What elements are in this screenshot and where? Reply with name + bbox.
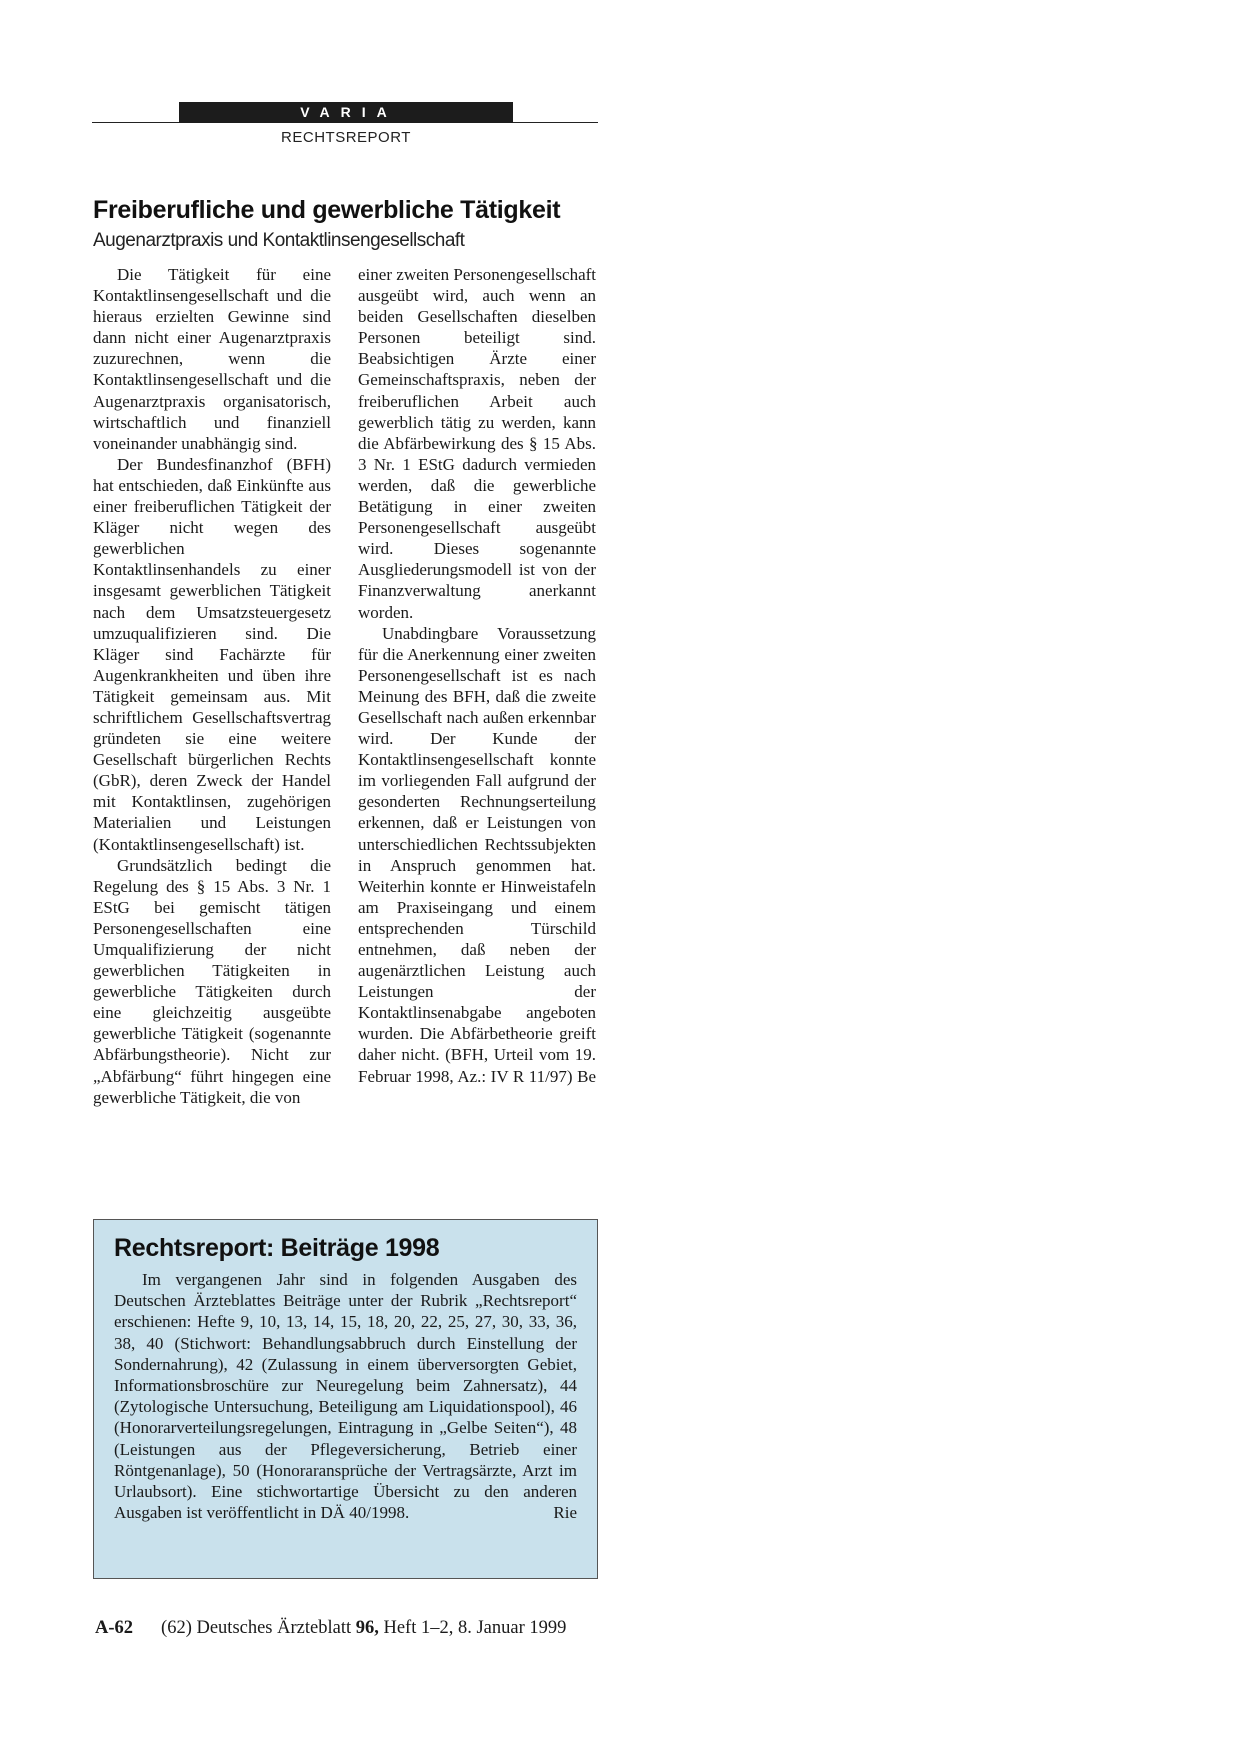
info-box-title: Rechtsreport: Beiträge 1998 [114, 1234, 440, 1262]
article-column-left [93, 264, 331, 1108]
page-footer [95, 1618, 566, 1639]
info-box [93, 1219, 598, 1579]
article-title: Freiberufliche und gewerbliche Tätigkeit [93, 196, 561, 224]
journal-volume: 96, [355, 1618, 379, 1638]
rubric-label: RECHTSREPORT [281, 129, 411, 146]
paragraph: Der Bundesfinanzhof (BFH) hat entschieden, daß Einkünfte aus einer freiberuflichen Tätigkeit der Kläger nicht wegen des gewerblichen Kontaktlinsenhandels zu einer insgesamt gewerblichen Tätigkeit nach dem Umsatzsteuergesetz umzuqualifizieren sind. Die Kläger sind Fachärzte für Augenkrankheiten und üben ihre Tätigkeit gemeinsam aus. Mit schriftlichem Gesellschaftsvertrag gründeten sie eine weitere Gesellschaft bürgerlichen Rechts (GbR), deren Zweck der Handel mit Kontaktlinsen, zugehörigen Materialien und Leistungen (Kontaktlinsengesellschaft) ist. [93, 454, 331, 854]
page-number: A-62 [95, 1618, 134, 1638]
paragraph: Unabdingbare Voraussetzung für die Anerkennung einer zweiten Personengesellschaft ist es nach Meinung des BFH, daß die zweite Gesellschaft nach außen erkennbar wird. Der Kunde der Kontaktlinsengesellschaft konnte im vorliegenden Fall aufgrund der gesonderten Rechnungserteilung erkennen, daß er Leistungen von unterschiedlichen Rechtssubjekten in Anspruch genommen hat. Weiterhin konnte er Hinweistafeln am Praxiseingang und einem entsprechenden Türschild entnehmen, daß neben der augenärztlichen Leistung auch Leistungen der Kontaktlinsenabgabe angeboten wurden. Die Abfärbetheorie greift daher nicht. (BFH, Urteil vom 19. Februar 1998, Az.: IV R 11/97) Be [358, 623, 596, 1086]
paragraph: Grundsätzlich bedingt die Regelung des § 15 Abs. 3 Nr. 1 EStG bei gemischt tätigen Personengesellschaften eine Umqualifizierung der nicht gewerblichen Tätigkeiten in gewerbliche Tätigkeiten durch eine gleichzeitig ausgeübte gewerbliche Tätigkeit (sogenannte Abfärbungstheorie). Nicht zur „Abfärbung“ führt hingegen eine gewerbliche Tätigkeit, die von [93, 855, 331, 1107]
info-box-text: Im vergangenen Jahr sind in folgenden Ausgaben des Deutschen Ärzteblattes Beiträge unter der Rubrik „Rechtsreport“ erschienen: Hefte 9, 10, 13, 14, 15, 18, 20, 22, 25, 27, 30, 33, 36, 38, 40 (Stichwort: Behandlungsabbruch durch Einstellung der Sondernahrung), 42 (Zulassung in einem überversorgten Gebiet, Informationsbroschüre zur Neuregelung beim Zahnersatz), 44 (Zytologische Untersuchung, Beteiligung am Liquidationspool), 46 (Honorarverteilungsregelungen, Eintragung in „Gelbe Seiten“), 48 (Leistungen aus der Pflegeversicherung, Betrieb einer Röntgenanlage), 50 (Honoraransprüche der Vertragsärzte, Arzt im Urlaubsort). Eine stichwortartige Übersicht zu den anderen Ausgaben ist veröffentlicht in DÄ 40/1998. [114, 1270, 577, 1523]
article-column-right [358, 264, 596, 1087]
info-box-signature: Rie [553, 1503, 577, 1523]
paragraph: Die Tätigkeit für eine Kontaktlinsengesellschaft und die hieraus erzielten Gewinne sind dann nicht einer Augenarztpraxis zuzurechnen, wenn die Kontaktlinsengesellschaft und die Augenarztpraxis organisatorisch, wirtschaftlich und finanziell voneinander unabhängig sind. [93, 265, 331, 453]
issue-date: Heft 1–2, 8. Januar 1999 [383, 1618, 567, 1638]
journal-name: (62) Deutsches Ärzteblatt [161, 1618, 352, 1638]
section-label: VARIA [179, 102, 513, 123]
paragraph: einer zweiten Personengesellschaft ausgeübt wird, auch wenn an beiden Gesellschaften dieselben Personen beteiligt sind. Beabsichtigen Ärzte einer Gemeinschaftspraxis, neben der freiberuflichen Arbeit auch gewerblich tätig zu werden, kann die Abfärbewirkung des § 15 Abs. 3 Nr. 1 EStG dadurch vermieden werden, daß die gewerbliche Betätigung in einer zweiten Personengesellschaft ausgeübt wird. Dieses sogenannte Ausgliederungsmodell ist von der Finanzverwaltung anerkannt worden. [358, 265, 596, 622]
article-subtitle: Augenarztpraxis und Kontaktlinsengesellschaft [93, 230, 465, 251]
